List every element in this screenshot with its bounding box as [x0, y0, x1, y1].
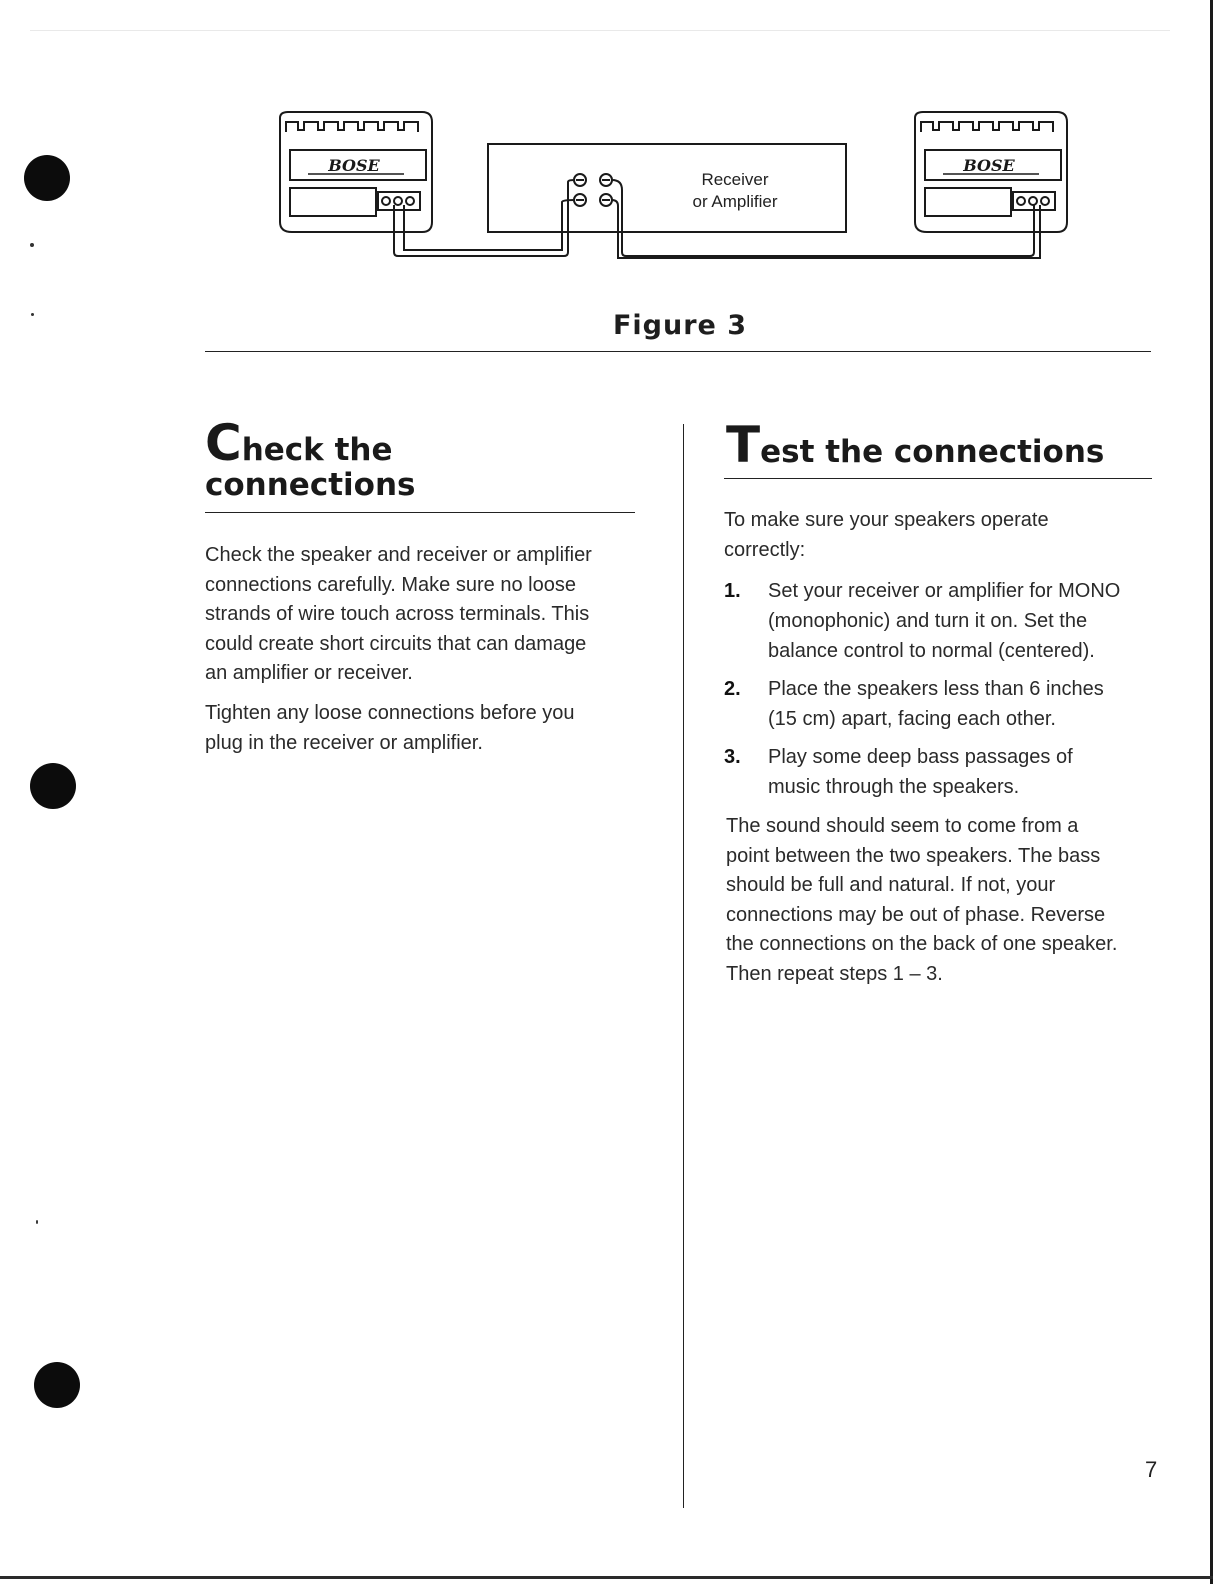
- check-paragraph-1: [205, 541, 645, 689]
- scan-speck: [31, 313, 34, 316]
- text-line: Check the speaker and receiver or amplifier: [205, 544, 592, 566]
- text-line: strands of wire touch across terminals. This: [205, 603, 590, 625]
- test-steps-list: [724, 576, 1164, 810]
- heading-text: est the connections: [760, 434, 1105, 470]
- text-line: the connections on the back of one speaker.: [726, 933, 1118, 955]
- page-right-edge: [1210, 0, 1213, 1584]
- svg-text:BOSE: BOSE: [963, 156, 1015, 175]
- step-number: 1.: [724, 580, 741, 602]
- heading-text: connections: [205, 467, 416, 503]
- binder-hole-middle: [30, 763, 76, 809]
- text-line: Play some deep bass passages of: [768, 746, 1073, 768]
- list-item: [724, 576, 1164, 666]
- page-number: 7: [1145, 1457, 1158, 1482]
- text-line: correctly:: [724, 538, 806, 561]
- text-line: To make sure your speakers operate: [724, 509, 1049, 531]
- text-line: should be full and natural. If not, your: [726, 874, 1056, 896]
- left-speaker-logo-icon: [308, 156, 404, 175]
- text-line: music through the speakers.: [768, 776, 1020, 798]
- binder-hole-top: [24, 155, 70, 201]
- test-connections-heading: [726, 416, 1166, 474]
- page-bottom-edge: [0, 1576, 1213, 1579]
- figure-caption: Figure 3: [612, 310, 748, 341]
- check-paragraph-2: [205, 699, 645, 758]
- text-line: (monophonic) and turn it on. Set the: [768, 610, 1088, 632]
- check-connections-heading: [205, 414, 645, 503]
- scan-speck: [30, 243, 34, 247]
- text-line: could create short circuits that can damage: [205, 632, 587, 655]
- text-line: (15 cm) apart, facing each other.: [768, 708, 1056, 730]
- step-number: 2.: [724, 678, 741, 700]
- heading-underline: [205, 512, 635, 513]
- scan-speck: [36, 1220, 38, 1224]
- text-line: balance control to normal (centered).: [768, 640, 1095, 662]
- list-item: [724, 742, 1164, 802]
- heading-underline: [724, 478, 1152, 479]
- test-closing-paragraph: [726, 812, 1166, 989]
- text-line: Set your receiver or amplifier for MONO: [768, 580, 1121, 602]
- right-speaker-logo-icon: [943, 156, 1039, 175]
- text-line: Then repeat steps 1 – 3.: [726, 962, 943, 985]
- text-line: The sound should seem to come from a: [726, 815, 1079, 837]
- binder-hole-bottom: [34, 1362, 80, 1408]
- text-line: an amplifier or receiver.: [205, 662, 413, 684]
- text-line: Tighten any loose connections before you: [205, 702, 575, 724]
- text-line: connections may be out of phase. Reverse: [726, 903, 1106, 926]
- step-number: 3.: [724, 746, 741, 768]
- scan-smudge: [30, 30, 1170, 31]
- text-line: plug in the receiver or amplifier.: [205, 731, 483, 754]
- svg-text:BOSE: BOSE: [328, 156, 380, 175]
- heading-initial: C: [205, 414, 242, 472]
- receiver-label-line1: Receiver: [701, 170, 769, 189]
- text-line: point between the two speakers. The bass: [726, 844, 1101, 867]
- column-divider: [683, 424, 684, 1508]
- text-line: Place the speakers less than 6 inches: [768, 678, 1104, 700]
- receiver-box: [488, 144, 846, 232]
- speaker-wiring-diagram: [270, 110, 1090, 270]
- test-intro: [724, 506, 1164, 565]
- list-item: [724, 674, 1164, 734]
- heading-text: heck the: [241, 432, 393, 468]
- receiver-label-line2: or Amplifier: [692, 192, 778, 211]
- text-line: connections carefully. Make sure no loose: [205, 573, 576, 596]
- heading-initial: T: [726, 416, 761, 474]
- figure-divider: [205, 351, 1151, 352]
